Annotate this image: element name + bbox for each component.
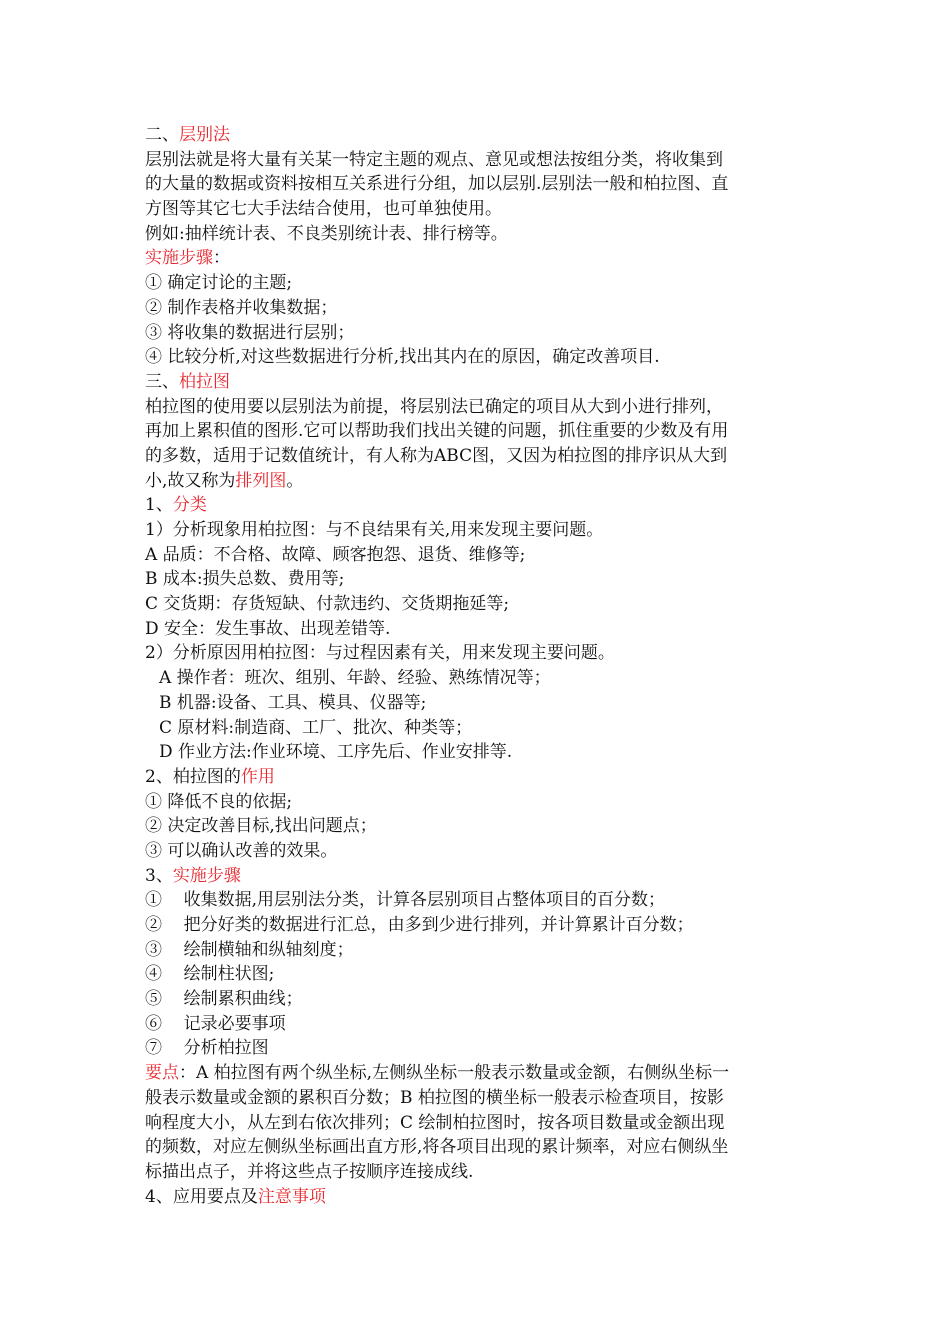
- text-segment: ：: [213, 248, 230, 269]
- highlighted-text: 实施步骤: [172, 865, 241, 886]
- text-line: [145, 1135, 810, 1160]
- text-segment: ② 制作表格并收集数据；: [145, 297, 338, 318]
- text-line: [145, 395, 810, 420]
- text-segment: 2）分析原因用柏拉图：与过程因素有关，用来发现主要问题。: [145, 643, 615, 664]
- text-line: [145, 592, 810, 617]
- text-line: [145, 296, 810, 321]
- text-line: [145, 1036, 810, 1061]
- text-line: [145, 1086, 810, 1111]
- text-segment: A 品质：不合格、故障、顾客抱怨、退货、维修等;: [145, 544, 526, 565]
- text-line: [145, 691, 810, 716]
- text-segment: ③ 绘制横轴和纵轴刻度；: [145, 939, 354, 960]
- text-line: [145, 1012, 810, 1037]
- text-segment: 小,故又称为: [145, 470, 236, 491]
- text-segment: ⑦ 分析柏拉图: [145, 1038, 269, 1059]
- text-segment: ① 确定讨论的主题;: [145, 273, 293, 294]
- text-segment: 层别法就是将大量有关某一特定主题的观点、意见或想法按组分类，将收集到: [145, 149, 723, 170]
- text-line: [145, 172, 810, 197]
- highlighted-text: 排列图: [235, 470, 287, 491]
- text-line: [145, 765, 810, 790]
- text-segment: 。: [286, 470, 304, 491]
- text-line: [145, 864, 810, 889]
- text-segment: ⑤ 绘制累积曲线；: [145, 989, 303, 1010]
- text-segment: ② 把分好类的数据进行汇总，由多到少进行排列，并计算累计百分数；: [145, 915, 694, 935]
- text-segment: 3、: [145, 865, 173, 886]
- text-segment: 方图等其它七大手法结合使用，也可单独使用。: [145, 199, 502, 220]
- text-segment: C 交货期：存货短缺、付款违约、交货期拖延等;: [145, 594, 510, 615]
- text-segment: D 作业方法:作业环境、工序先后、作业安排等.: [159, 742, 513, 763]
- text-segment: 的多数，适用于记数值统计，有人称为ABC图，又因为柏拉图的排序识从大到: [145, 445, 728, 466]
- text-segment: B 机器:设备、工具、模具、仪器等;: [159, 692, 427, 713]
- text-line: [145, 246, 810, 271]
- text-line: [145, 222, 810, 247]
- text-segment: ③ 可以确认改善的效果。: [145, 840, 338, 861]
- text-line: [145, 1160, 810, 1185]
- text-line: [145, 839, 810, 864]
- text-segment: B 成本:损失总数、费用等;: [145, 569, 345, 590]
- highlighted-text: 作用: [240, 766, 275, 787]
- text-line: [145, 123, 810, 148]
- text-line: [145, 518, 810, 543]
- text-line: [145, 790, 810, 815]
- text-segment: 响程度大小，从左到右依次排列；C 绘制柏拉图时，按各项目数量或金额出现: [145, 1112, 725, 1133]
- text-line: [145, 716, 810, 741]
- text-line: [145, 543, 810, 568]
- text-line: [145, 962, 810, 987]
- text-segment: ④ 绘制柱状图;: [145, 964, 275, 985]
- text-segment: 二、: [145, 125, 179, 145]
- text-segment: ：A 柏拉图有两个纵坐标,左侧纵坐标一般表示数量或金额，右侧纵坐标一: [179, 1063, 730, 1084]
- text-line: [145, 666, 810, 691]
- text-segment: 的频数，对应左侧纵坐标画出直方形,将各项目出现的累计频率，对应右侧纵坐: [145, 1137, 729, 1158]
- text-line: [145, 148, 810, 173]
- text-line: [145, 1185, 810, 1210]
- text-line: [145, 888, 810, 913]
- text-segment: ① 降低不良的依据;: [145, 791, 293, 812]
- document-body: [145, 123, 810, 1209]
- text-line: [145, 987, 810, 1012]
- text-line: [145, 641, 810, 666]
- text-segment: A 操作者：班次、组别、年龄、经验、熟练情况等；: [159, 668, 551, 689]
- text-segment: ① 收集数据,用层别法分类，计算各层别项目占整体项目的百分数；: [145, 890, 666, 911]
- text-segment: 三、: [145, 371, 179, 392]
- text-line: [145, 814, 810, 839]
- text-segment: ③ 将收集的数据进行层别；: [145, 322, 355, 343]
- text-line: [145, 1111, 810, 1136]
- text-segment: 柏拉图的使用要以层别法为前提，将层别法已确定的项目从大到小进行排列，: [145, 396, 723, 417]
- text-line: [145, 913, 810, 938]
- text-segment: ② 决定改善目标,找出问题点；: [145, 816, 377, 837]
- text-segment: 般表示数量或金额的累积百分数；B 柏拉图的横坐标一般表示检查项目，按影: [145, 1087, 724, 1108]
- text-segment: 1、: [145, 495, 173, 516]
- text-line: [145, 321, 810, 346]
- text-segment: 4、应用要点及: [145, 1186, 258, 1207]
- text-segment: D 安全：发生事故、出现差错等.: [145, 618, 391, 639]
- highlighted-text: 层别法: [179, 125, 230, 145]
- highlighted-text: 分类: [172, 495, 207, 516]
- text-segment: 再加上累积值的图形.它可以帮助我们找出关键的问题，抓住重要的少数及有用: [145, 421, 729, 442]
- text-line: [145, 345, 810, 370]
- text-line: [145, 271, 810, 296]
- text-segment: 的大量的数据或资料按相互关系进行分组，加以层别.层别法一般和柏拉图、直: [145, 174, 729, 195]
- text-line: [145, 567, 810, 592]
- text-segment: 例如:抽样统计表、不良类别统计表、排行榜等。: [145, 223, 508, 244]
- text-segment: C 原材料:制造商、工厂、批次、种类等；: [159, 717, 473, 738]
- highlighted-text: 实施步骤: [145, 248, 213, 269]
- text-line: [145, 469, 810, 494]
- highlighted-text: 注意事项: [257, 1186, 326, 1207]
- highlighted-text: 柏拉图: [179, 371, 230, 392]
- text-line: [145, 419, 810, 444]
- text-segment: ⑥ 记录必要事项: [145, 1013, 286, 1034]
- text-line: [145, 197, 810, 222]
- text-segment: 标描出点子，并将这些点子按顺序连接成线.: [145, 1161, 474, 1182]
- text-line: [145, 617, 810, 642]
- text-line: [145, 493, 810, 518]
- text-segment: ④ 比较分析,对这些数据进行分析,找出其内在的原因，确定改善项目.: [145, 347, 660, 368]
- text-line: [145, 370, 810, 395]
- text-segment: 1）分析现象用柏拉图：与不良结果有关,用来发现主要问题。: [145, 520, 604, 540]
- text-line: [145, 938, 810, 963]
- text-line: [145, 1061, 810, 1086]
- text-line: [145, 740, 810, 765]
- text-line: [145, 444, 810, 469]
- text-segment: 2、柏拉图的: [145, 766, 241, 787]
- highlighted-text: 要点: [145, 1063, 179, 1084]
